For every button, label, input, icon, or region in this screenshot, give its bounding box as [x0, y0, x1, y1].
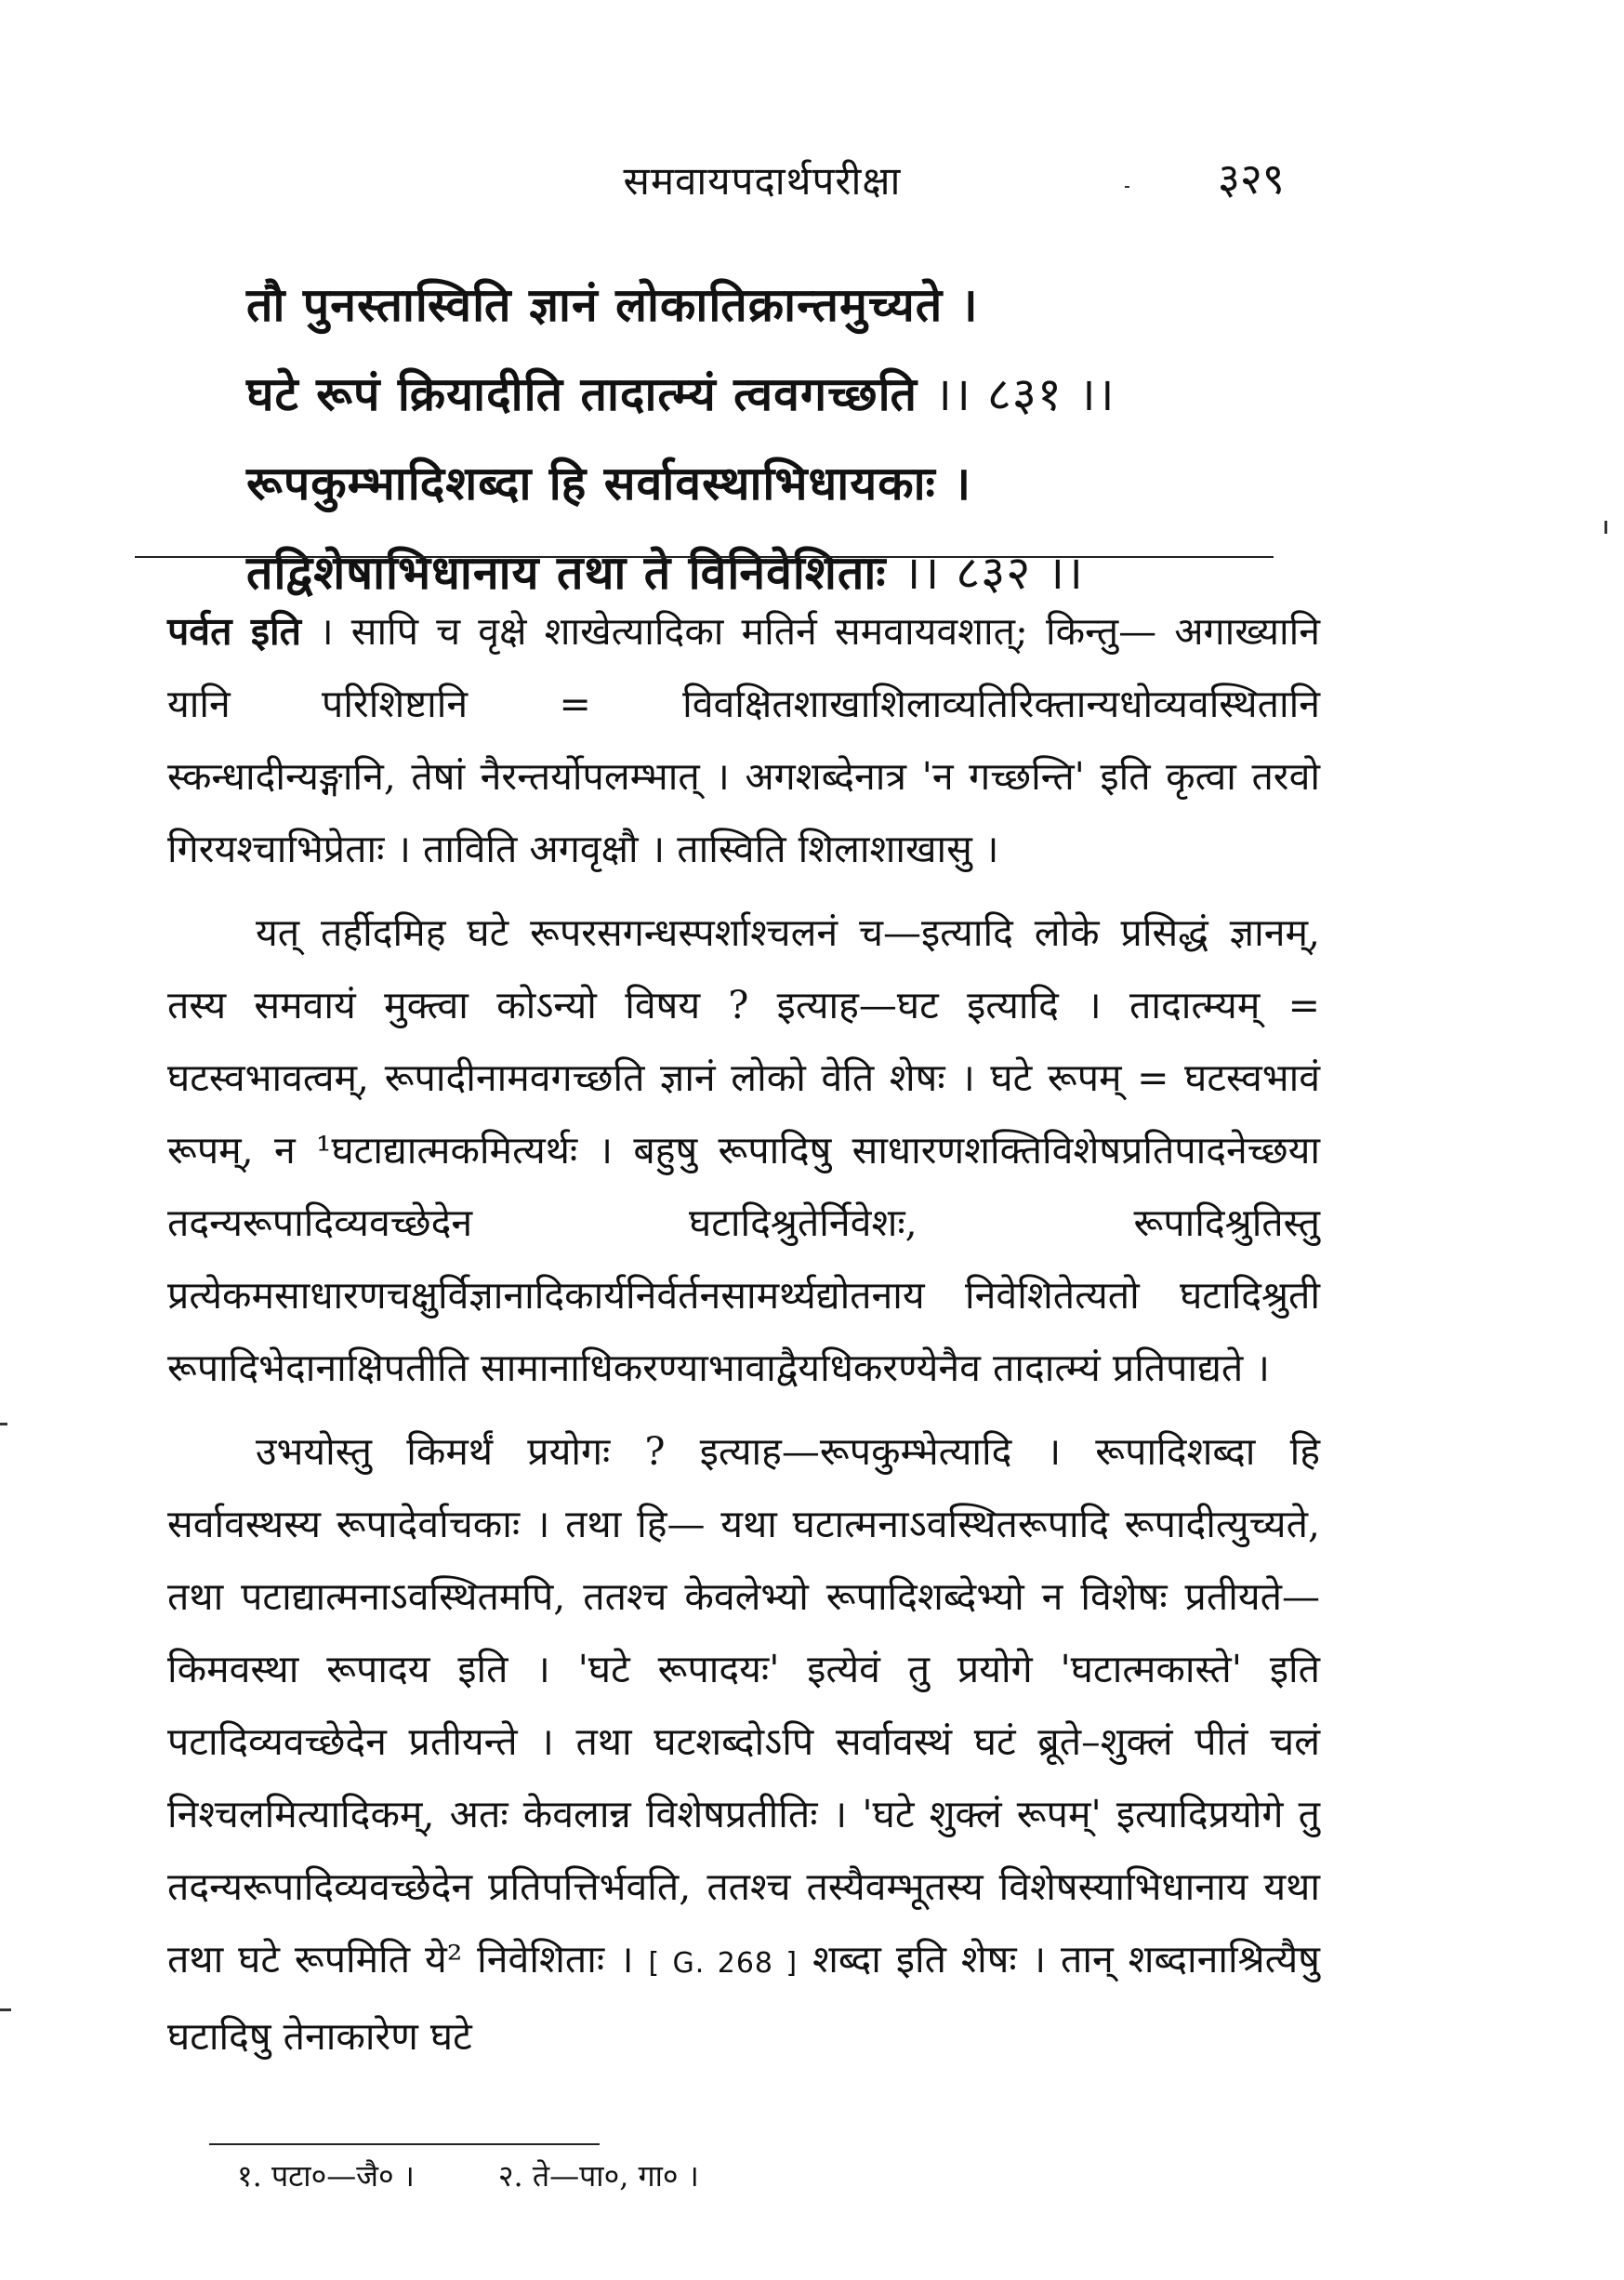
scan-mark — [0, 1423, 7, 1425]
paragraph-text: उभयोस्तु किमर्थं प्रयोगः ? इत्याह—रूपकुम्भेत्यादि । रूपादिशब्दा हि सर्वावस्थस्य रूपादेर्वाचकाः । तथा हि— यथा घटात्मनाऽवस्थितरूपादि रूपादीत्युच्यते, तथा पटाद्यात्मनाऽवस्थितमपि, ततश्च केवलेभ्यो रूपादिशब्देभ्यो न विशेषः प्रतीयते—किमवस्था रूपादय इति । 'घटे रूपादयः' इत्येवं तु प्रयोगे 'घटात्मकास्ते' इति पटादिव्यवच्छेदेन प्रतीयन्ते । तथा घटशब्दोऽपि सर्वावस्थं घटं ब्रूते–शुक्लं पीतं चलं निश्चलमित्यादिकम्, अतः केवलान्न विशेषप्रतीतिः । 'घटे शुक्लं रूपम्' इत्यादिप्रयोगे तु तदन्यरूपादिव्यवच्छेदेन प्रतिपत्तिर्भवति, ततश्च तस्यैवम्भूतस्य विशेषस्याभिधानाय यथा तथा घटे रूपमिति ये² निवेशिताः । — [167, 1429, 1320, 1982]
commentary-paragraph: यत् तर्हीदमिह घटे रूपरसगन्धस्पर्शाश्चलनं च—इत्यादि लोके प्रसिद्धं ज्ञानम्, तस्य समवायं मुक्त्वा कोऽन्यो विषय ? इत्याह—घट इत्यादि । तादात्म्यम् = घटस्वभावत्वम्, रूपादीनामवगच्छति ज्ञानं लोको वेति शेषः । घटे रूपम् = घटस्वभावं रूपम्, न ¹घटाद्यात्मकमित्यर्थः । बहुषु रूपादिषु साधारणशक्तिविशेषप्रतिपादनेच्छया तदन्यरूपादिव्यवच्छेदेन घटादिश्रुतेर्निवेशः, रूपादिश्रुतिस्तु प्रत्येकमसाधारणचक्षुर्विज्ञानादिकार्यनिर्वर्तनसामर्थ्यद्योतनाय निवेशितेत्यतो घटादिश्रुती रूपादिभेदानाक्षिपतीति सामानाधिकरण्याभावाद्वैयधिकरण्येनैव तादात्म्यं प्रतिपाद्यते । — [167, 910, 1320, 1390]
verse-text: तद्विशेषाभिधानाय तथा ते विनिवेशिताः — [246, 545, 887, 600]
footnote: २. ते—पा०, गा० । — [497, 2158, 699, 2194]
scan-mark — [1125, 186, 1129, 188]
page-number: ३२९ — [1218, 153, 1285, 204]
verse-line — [246, 260, 1306, 350]
verse-text: तौ पुनस्तास्विति ज्ञानं लोकातिक्रान्तमुच्यते । — [246, 277, 979, 332]
verse-text: रूपकुम्भादिशब्दा हि सर्वावस्थाभिधायकाः । — [246, 456, 972, 510]
verse-divider — [135, 556, 1274, 558]
scan-mark — [1604, 521, 1607, 534]
commentary-paragraph — [167, 595, 1320, 885]
footnote-divider — [209, 2143, 600, 2145]
paragraph-lead: पर्वत इति — [167, 609, 301, 654]
footnotes — [237, 2155, 1074, 2195]
verse-number: ।। ८३२ ।। — [903, 546, 1085, 600]
verse-number: ।। ८३१ ।। — [934, 367, 1116, 421]
verse-line — [246, 350, 1306, 439]
paragraph-text: शब्दा इति शेषः । तान् शब्दानाश्रित्यैषु घटादिषु तेनाकारेण घटे — [167, 1937, 1320, 2059]
verse-line — [246, 439, 1306, 528]
commentary-paragraph — [167, 1415, 1320, 2073]
verse-block — [246, 260, 1306, 617]
verse-text: घटे रूपं क्रियादीति तादात्म्यं त्ववगच्छति — [246, 366, 918, 421]
paragraph-text: । सापि च वृक्षे शाखेत्यादिका मतिर्न समवायवशात्; किन्तु— अगाख्यानि यानि परिशिष्टानि = विवक्षितशाखाशिलाव्यतिरिक्तान्यधोव्यवस्थितानि स्कन्धादीन्यङ्गानि, तेषां नैरन्तर्योपलम्भात् । अगशब्देनात्र 'न गच्छन्ति' इति कृत्वा तरवो गिरयश्चाभिप्रेताः । ताविति अगवृक्षौ । तास्विति शिलाशाखासु । — [167, 609, 1320, 871]
scan-mark — [0, 2008, 11, 2011]
margin-reference: [ G. 268 ] — [648, 1947, 799, 1980]
commentary-block — [167, 595, 1320, 2073]
footnote: १. पटा०—जै० । — [237, 2158, 415, 2194]
running-title: समवायपदार्थपरीक्षा — [623, 158, 902, 204]
